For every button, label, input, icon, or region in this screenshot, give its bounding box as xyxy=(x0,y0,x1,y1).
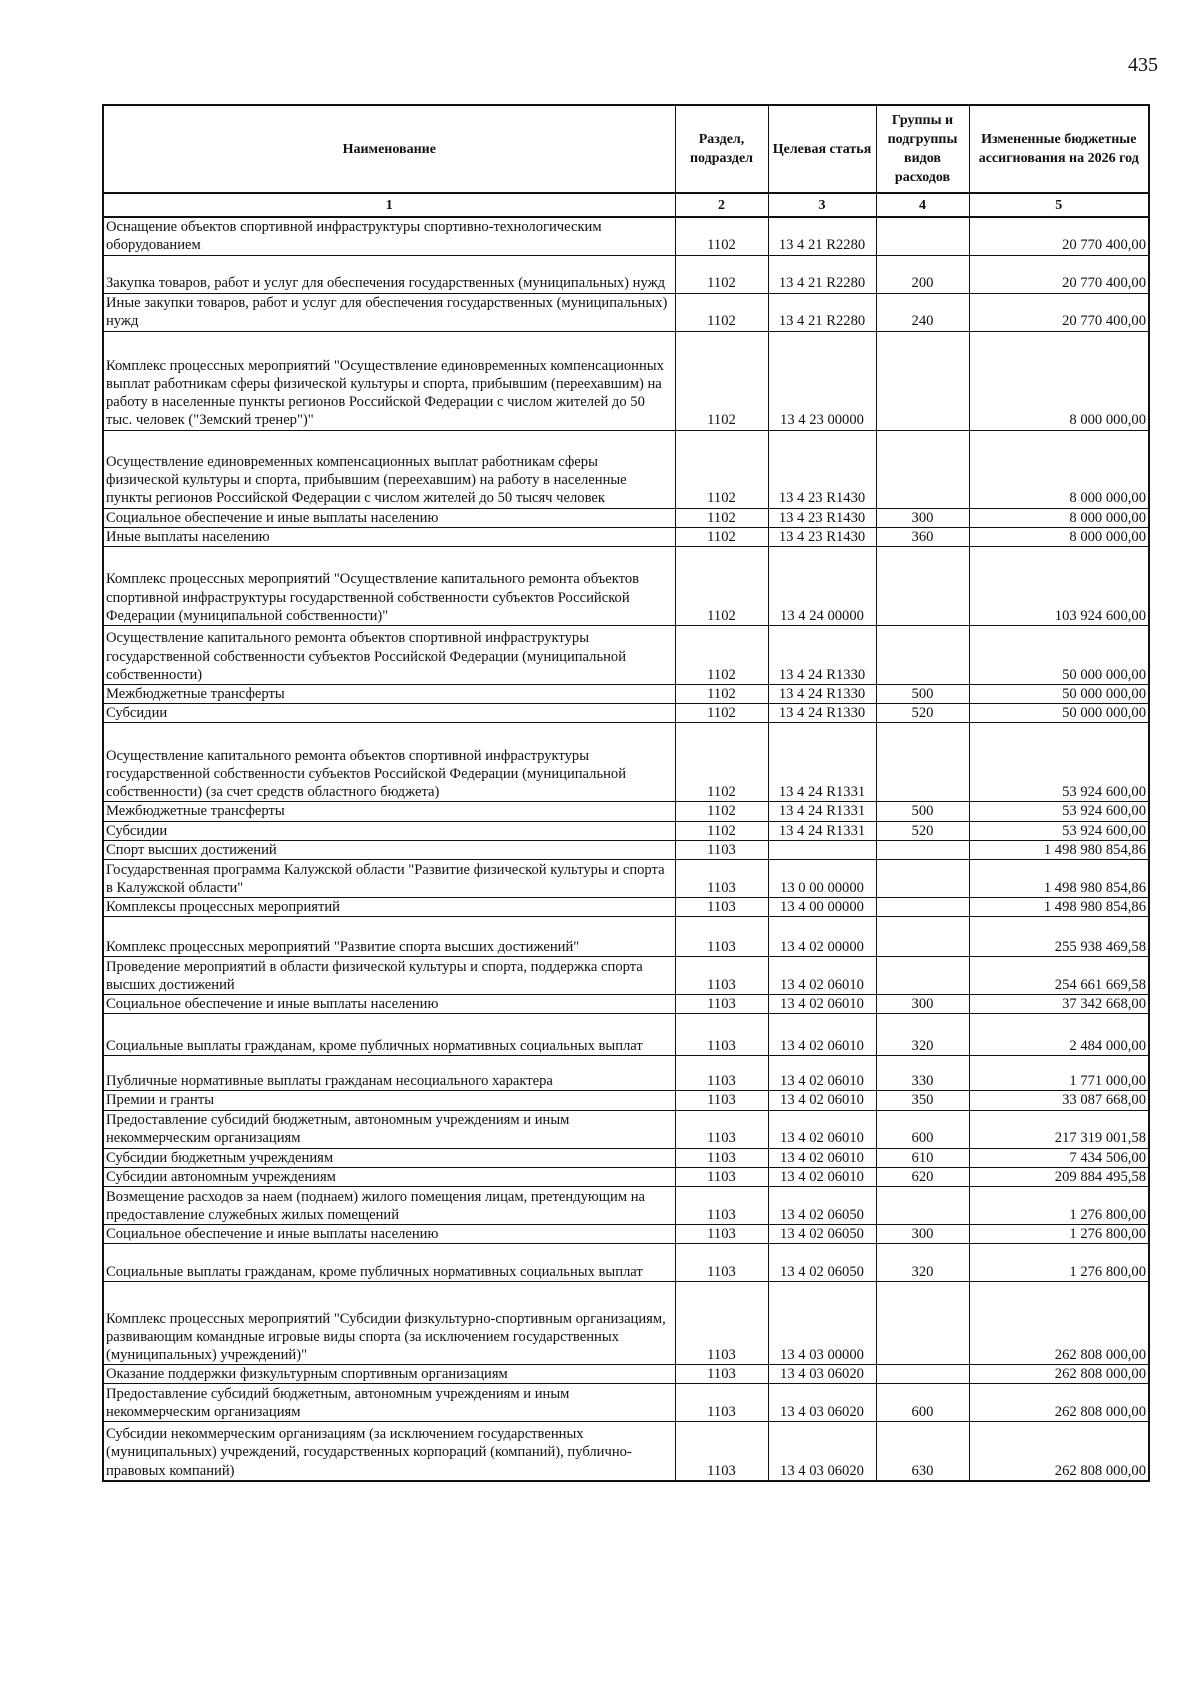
table-row xyxy=(103,840,1149,859)
row-group-cell: 500 xyxy=(876,802,969,821)
row-section-cell: 1102 xyxy=(675,508,768,527)
row-amount-cell: 53 924 600,00 xyxy=(969,802,1149,821)
row-name-cell: Межбюджетные трансферты xyxy=(103,684,675,703)
table-row xyxy=(103,859,1149,897)
row-amount-cell: 209 884 495,58 xyxy=(969,1167,1149,1186)
table-row xyxy=(103,957,1149,995)
row-amount-cell: 20 770 400,00 xyxy=(969,217,1149,255)
row-group-cell xyxy=(876,859,969,897)
column-number-row xyxy=(103,193,1149,217)
row-group-cell: 320 xyxy=(876,1244,969,1282)
table-row xyxy=(103,1056,1149,1091)
row-section-cell: 1103 xyxy=(675,1282,768,1365)
row-amount-cell: 1 276 800,00 xyxy=(969,1186,1149,1224)
row-name-cell: Осуществление единовременных компенсационных выплат работникам сферы физической культуры и спорта, прибывшим (переехавшим) на работу в населенные пункты регионов Российской Федерации с числом жителей до 50 тысяч человек xyxy=(103,430,675,508)
row-group-cell: 620 xyxy=(876,1167,969,1186)
row-amount-cell: 1 276 800,00 xyxy=(969,1224,1149,1243)
row-article-cell: 13 4 02 06010 xyxy=(768,1167,876,1186)
row-amount-cell: 103 924 600,00 xyxy=(969,546,1149,625)
row-section-cell: 1103 xyxy=(675,840,768,859)
row-name-cell: Премии и гранты xyxy=(103,1091,675,1110)
row-section-cell: 1103 xyxy=(675,1014,768,1056)
row-group-cell: 300 xyxy=(876,995,969,1014)
row-amount-cell: 53 924 600,00 xyxy=(969,723,1149,802)
row-name-cell: Комплексы процессных мероприятий xyxy=(103,897,675,916)
row-section-cell: 1102 xyxy=(675,821,768,840)
row-amount-cell: 254 661 669,58 xyxy=(969,957,1149,995)
row-article-cell: 13 4 02 06010 xyxy=(768,1091,876,1110)
row-group-cell xyxy=(876,430,969,508)
row-article-cell: 13 4 23 R1430 xyxy=(768,430,876,508)
row-section-cell: 1103 xyxy=(675,957,768,995)
row-group-cell: 520 xyxy=(876,821,969,840)
header-amount: Измененные бюджетные ассигнования на 2026 год xyxy=(969,105,1149,193)
row-amount-cell: 1 771 000,00 xyxy=(969,1056,1149,1091)
row-article-cell: 13 4 00 00000 xyxy=(768,897,876,916)
row-article-cell: 13 4 21 R2280 xyxy=(768,217,876,255)
table-row xyxy=(103,1244,1149,1282)
row-article-cell: 13 4 03 00000 xyxy=(768,1282,876,1365)
table-row xyxy=(103,723,1149,802)
row-name-cell: Комплекс процессных мероприятий "Осуществление капитального ремонта объектов спортивной инфраструктуры государственной собственности субъектов Российской Федерации (муниципальной собственности)" xyxy=(103,546,675,625)
row-article-cell: 13 4 24 R1331 xyxy=(768,723,876,802)
row-amount-cell: 8 000 000,00 xyxy=(969,508,1149,527)
row-amount-cell: 20 770 400,00 xyxy=(969,293,1149,331)
row-section-cell: 1103 xyxy=(675,917,768,957)
row-name-cell: Иные выплаты населению xyxy=(103,527,675,546)
row-name-cell: Субсидии бюджетным учреждениям xyxy=(103,1148,675,1167)
row-section-cell: 1102 xyxy=(675,527,768,546)
row-section-cell: 1102 xyxy=(675,430,768,508)
row-section-cell: 1102 xyxy=(675,546,768,625)
row-section-cell: 1102 xyxy=(675,723,768,802)
row-group-cell: 630 xyxy=(876,1422,969,1481)
row-group-cell: 320 xyxy=(876,1014,969,1056)
table-row xyxy=(103,1091,1149,1110)
row-group-cell xyxy=(876,723,969,802)
column-number: 1 xyxy=(103,193,675,217)
row-section-cell: 1103 xyxy=(675,1244,768,1282)
row-group-cell: 350 xyxy=(876,1091,969,1110)
column-number: 2 xyxy=(675,193,768,217)
row-section-cell: 1102 xyxy=(675,255,768,293)
row-amount-cell: 1 498 980 854,86 xyxy=(969,897,1149,916)
row-article-cell: 13 4 03 06020 xyxy=(768,1384,876,1422)
row-article-cell: 13 4 03 06020 xyxy=(768,1365,876,1384)
row-article-cell: 13 0 00 00000 xyxy=(768,859,876,897)
row-section-cell: 1102 xyxy=(675,802,768,821)
row-section-cell: 1103 xyxy=(675,1148,768,1167)
row-amount-cell: 262 808 000,00 xyxy=(969,1365,1149,1384)
row-section-cell: 1103 xyxy=(675,1224,768,1243)
row-amount-cell: 217 319 001,58 xyxy=(969,1110,1149,1148)
row-article-cell: 13 4 02 06050 xyxy=(768,1186,876,1224)
row-group-cell: 610 xyxy=(876,1148,969,1167)
table-row xyxy=(103,255,1149,293)
row-group-cell xyxy=(876,625,969,684)
row-section-cell: 1103 xyxy=(675,1056,768,1091)
row-name-cell: Социальное обеспечение и иные выплаты населению xyxy=(103,508,675,527)
row-article-cell: 13 4 02 06010 xyxy=(768,1148,876,1167)
row-name-cell: Субсидии некоммерческим организациям (за исключением государственных (муниципальных) учреждений, государственных корпораций (компаний), публично-правовых компаний) xyxy=(103,1422,675,1481)
table-row xyxy=(103,625,1149,684)
row-amount-cell: 2 484 000,00 xyxy=(969,1014,1149,1056)
row-name-cell: Субсидии автономным учреждениям xyxy=(103,1167,675,1186)
row-name-cell: Закупка товаров, работ и услуг для обеспечения государственных (муниципальных) нужд xyxy=(103,255,675,293)
row-section-cell: 1103 xyxy=(675,859,768,897)
table-row xyxy=(103,546,1149,625)
row-name-cell: Межбюджетные трансферты xyxy=(103,802,675,821)
row-group-cell xyxy=(876,217,969,255)
row-amount-cell: 262 808 000,00 xyxy=(969,1384,1149,1422)
row-group-cell xyxy=(876,1186,969,1224)
row-article-cell: 13 4 24 R1331 xyxy=(768,821,876,840)
table-row xyxy=(103,917,1149,957)
row-name-cell: Возмещение расходов за наем (поднаем) жилого помещения лицам, претендующим на предоставление служебных жилых помещений xyxy=(103,1186,675,1224)
row-amount-cell: 1 498 980 854,86 xyxy=(969,859,1149,897)
table-row xyxy=(103,430,1149,508)
row-section-cell: 1103 xyxy=(675,1186,768,1224)
row-amount-cell: 33 087 668,00 xyxy=(969,1091,1149,1110)
table-header-row xyxy=(103,105,1149,193)
row-article-cell: 13 4 24 R1331 xyxy=(768,802,876,821)
row-group-cell: 330 xyxy=(876,1056,969,1091)
row-section-cell: 1102 xyxy=(675,331,768,430)
row-group-cell xyxy=(876,840,969,859)
table-row xyxy=(103,217,1149,255)
row-group-cell xyxy=(876,1365,969,1384)
table-row xyxy=(103,1384,1149,1422)
row-article-cell: 13 4 02 00000 xyxy=(768,917,876,957)
row-group-cell xyxy=(876,331,969,430)
row-name-cell: Субсидии xyxy=(103,821,675,840)
row-section-cell: 1102 xyxy=(675,684,768,703)
table-row xyxy=(103,1282,1149,1365)
row-article-cell: 13 4 02 06010 xyxy=(768,957,876,995)
row-group-cell: 240 xyxy=(876,293,969,331)
row-group-cell: 200 xyxy=(876,255,969,293)
header-article: Целевая статья xyxy=(768,105,876,193)
row-article-cell: 13 4 21 R2280 xyxy=(768,293,876,331)
row-section-cell: 1102 xyxy=(675,293,768,331)
row-name-cell: Социальное обеспечение и иные выплаты населению xyxy=(103,1224,675,1243)
row-amount-cell: 20 770 400,00 xyxy=(969,255,1149,293)
row-name-cell: Комплекс процессных мероприятий "Развитие спорта высших достижений" xyxy=(103,917,675,957)
row-group-cell xyxy=(876,957,969,995)
row-name-cell: Социальные выплаты гражданам, кроме публичных нормативных социальных выплат xyxy=(103,1014,675,1056)
row-group-cell xyxy=(876,1282,969,1365)
table-row xyxy=(103,1186,1149,1224)
column-number: 4 xyxy=(876,193,969,217)
column-number: 3 xyxy=(768,193,876,217)
row-article-cell: 13 4 02 06010 xyxy=(768,1056,876,1091)
row-section-cell: 1103 xyxy=(675,1167,768,1186)
row-group-cell: 300 xyxy=(876,1224,969,1243)
row-group-cell xyxy=(876,546,969,625)
row-name-cell: Социальные выплаты гражданам, кроме публичных нормативных социальных выплат xyxy=(103,1244,675,1282)
table-row xyxy=(103,995,1149,1014)
header-name: Наименование xyxy=(103,105,675,193)
budget-table xyxy=(102,104,1150,1482)
table-row xyxy=(103,508,1149,527)
row-group-cell: 520 xyxy=(876,704,969,723)
row-group-cell: 600 xyxy=(876,1110,969,1148)
table-row xyxy=(103,1167,1149,1186)
row-section-cell: 1103 xyxy=(675,995,768,1014)
row-section-cell: 1103 xyxy=(675,1384,768,1422)
row-amount-cell: 1 498 980 854,86 xyxy=(969,840,1149,859)
row-section-cell: 1102 xyxy=(675,217,768,255)
row-section-cell: 1103 xyxy=(675,897,768,916)
row-section-cell: 1102 xyxy=(675,625,768,684)
row-amount-cell: 255 938 469,58 xyxy=(969,917,1149,957)
table-row xyxy=(103,802,1149,821)
row-group-cell xyxy=(876,897,969,916)
row-article-cell: 13 4 02 06010 xyxy=(768,1110,876,1148)
row-section-cell: 1103 xyxy=(675,1110,768,1148)
row-article-cell: 13 4 02 06010 xyxy=(768,1014,876,1056)
row-amount-cell: 262 808 000,00 xyxy=(969,1422,1149,1481)
table-row xyxy=(103,897,1149,916)
row-name-cell: Оказание поддержки физкультурным спортивным организациям xyxy=(103,1365,675,1384)
row-section-cell: 1102 xyxy=(675,704,768,723)
row-article-cell: 13 4 21 R2280 xyxy=(768,255,876,293)
table-row xyxy=(103,821,1149,840)
table-row xyxy=(103,527,1149,546)
row-amount-cell: 53 924 600,00 xyxy=(969,821,1149,840)
row-article-cell: 13 4 02 06050 xyxy=(768,1224,876,1243)
table-row xyxy=(103,293,1149,331)
row-name-cell: Публичные нормативные выплаты гражданам несоциального характера xyxy=(103,1056,675,1091)
row-article-cell: 13 4 23 R1430 xyxy=(768,527,876,546)
row-name-cell: Оснащение объектов спортивной инфраструктуры спортивно-технологическим оборудованием xyxy=(103,217,675,255)
table-row xyxy=(103,1014,1149,1056)
row-amount-cell: 50 000 000,00 xyxy=(969,625,1149,684)
row-name-cell: Социальное обеспечение и иные выплаты населению xyxy=(103,995,675,1014)
row-name-cell: Иные закупки товаров, работ и услуг для обеспечения государственных (муниципальных) нужд xyxy=(103,293,675,331)
table-row xyxy=(103,1365,1149,1384)
table-row xyxy=(103,1110,1149,1148)
row-section-cell: 1103 xyxy=(675,1422,768,1481)
row-article-cell: 13 4 24 R1330 xyxy=(768,704,876,723)
row-article-cell: 13 4 02 06050 xyxy=(768,1244,876,1282)
table-row xyxy=(103,1148,1149,1167)
row-name-cell: Предоставление субсидий бюджетным, автономным учреждениям и иным некоммерческим организациям xyxy=(103,1110,675,1148)
page-number: 435 xyxy=(1128,54,1158,76)
row-name-cell: Комплекс процессных мероприятий "Субсидии физкультурно-спортивным организациям, развивающим командные игровые виды спорта (за исключением государственных (муниципальных) учреждений)" xyxy=(103,1282,675,1365)
row-amount-cell: 50 000 000,00 xyxy=(969,684,1149,703)
table-row xyxy=(103,704,1149,723)
table-row xyxy=(103,1422,1149,1481)
row-amount-cell: 50 000 000,00 xyxy=(969,704,1149,723)
row-article-cell: 13 4 24 00000 xyxy=(768,546,876,625)
row-amount-cell: 1 276 800,00 xyxy=(969,1244,1149,1282)
row-article-cell: 13 4 23 R1430 xyxy=(768,508,876,527)
row-amount-cell: 7 434 506,00 xyxy=(969,1148,1149,1167)
row-group-cell: 500 xyxy=(876,684,969,703)
row-amount-cell: 262 808 000,00 xyxy=(969,1282,1149,1365)
table-row xyxy=(103,684,1149,703)
row-group-cell: 600 xyxy=(876,1384,969,1422)
row-name-cell: Проведение мероприятий в области физической культуры и спорта, поддержка спорта высших достижений xyxy=(103,957,675,995)
header-section: Раздел, подраздел xyxy=(675,105,768,193)
row-section-cell: 1103 xyxy=(675,1091,768,1110)
row-amount-cell: 8 000 000,00 xyxy=(969,430,1149,508)
row-name-cell: Комплекс процессных мероприятий "Осуществление единовременных компенсационных выплат работникам сферы физической культуры и спорта, прибывшим (переехавшим) на работу в населенные пункты регионов Российской Федерации с числом жителей до 50 тыс. человек ("Земский тренер")" xyxy=(103,331,675,430)
header-group: Группы и подгруппы видов расходов xyxy=(876,105,969,193)
row-amount-cell: 8 000 000,00 xyxy=(969,527,1149,546)
row-article-cell: 13 4 23 00000 xyxy=(768,331,876,430)
table-row xyxy=(103,1224,1149,1243)
row-name-cell: Осуществление капитального ремонта объектов спортивной инфраструктуры государственной собственности субъектов Российской Федерации (муниципальной собственности) xyxy=(103,625,675,684)
row-group-cell: 300 xyxy=(876,508,969,527)
row-amount-cell: 37 342 668,00 xyxy=(969,995,1149,1014)
row-article-cell: 13 4 24 R1330 xyxy=(768,684,876,703)
row-name-cell: Осуществление капитального ремонта объектов спортивной инфраструктуры государственной собственности субъектов Российской Федерации (муниципальной собственности) (за счет средств областного бюджета) xyxy=(103,723,675,802)
row-article-cell: 13 4 02 06010 xyxy=(768,995,876,1014)
table-body xyxy=(103,217,1149,1481)
row-article-cell: 13 4 03 06020 xyxy=(768,1422,876,1481)
column-number: 5 xyxy=(969,193,1149,217)
row-group-cell xyxy=(876,917,969,957)
row-name-cell: Предоставление субсидий бюджетным, автономным учреждениям и иным некоммерческим организациям xyxy=(103,1384,675,1422)
row-name-cell: Государственная программа Калужской области "Развитие физической культуры и спорта в Калужской области" xyxy=(103,859,675,897)
row-section-cell: 1103 xyxy=(675,1365,768,1384)
row-name-cell: Субсидии xyxy=(103,704,675,723)
table-row xyxy=(103,331,1149,430)
row-article-cell: 13 4 24 R1330 xyxy=(768,625,876,684)
row-article-cell xyxy=(768,840,876,859)
row-group-cell: 360 xyxy=(876,527,969,546)
row-name-cell: Спорт высших достижений xyxy=(103,840,675,859)
row-amount-cell: 8 000 000,00 xyxy=(969,331,1149,430)
